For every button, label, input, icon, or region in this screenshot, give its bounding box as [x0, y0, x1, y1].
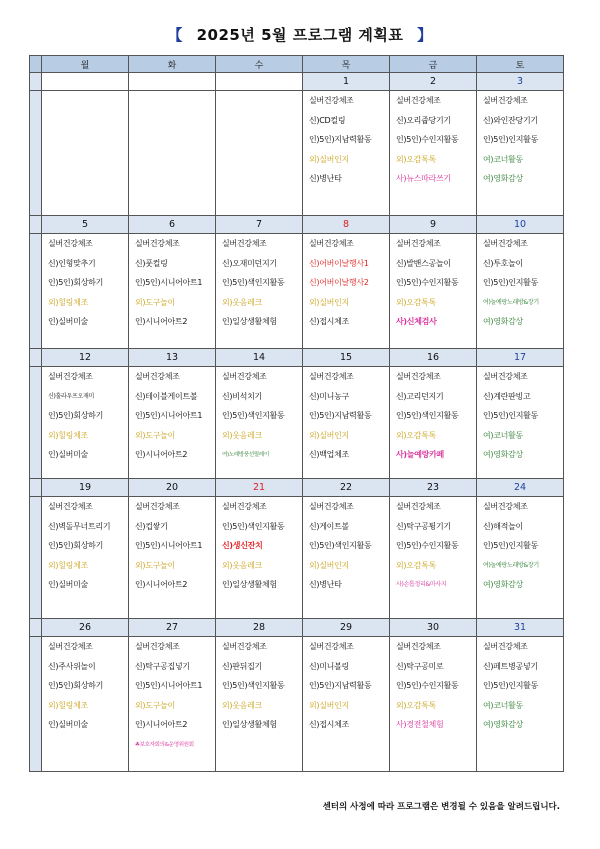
weekday-tue: 화	[129, 56, 216, 73]
program-item: 실버건강체조	[309, 642, 354, 651]
program-item: 신)발밴스공놀이	[396, 258, 451, 268]
program-item: 외)웃음레크	[222, 430, 262, 440]
program-item: 인)5인)회상하기	[48, 411, 103, 420]
day-program-list	[477, 637, 563, 730]
date-number: 14	[216, 349, 303, 367]
day-program-list	[42, 637, 128, 730]
day-program-list	[477, 91, 563, 184]
date-number: 17	[477, 349, 564, 367]
program-item: 신)오리줍당기기	[396, 115, 451, 125]
program-item: 인)5인)회상하기	[48, 278, 103, 287]
date-row-gutter	[30, 216, 42, 234]
program-item: 외)힐링체조	[48, 700, 88, 710]
date-number: 26	[42, 619, 129, 637]
program-item: 인)5인)지남력활동	[309, 681, 372, 690]
program-row	[30, 234, 564, 349]
day-program-list	[216, 637, 302, 730]
day-cell	[129, 637, 216, 772]
program-item: 신)와인잔당기기	[483, 115, 538, 125]
day-cell	[42, 637, 129, 772]
date-number: 29	[303, 619, 390, 637]
program-item: 실버건강체조	[135, 502, 180, 511]
program-item: 외)힐링체조	[48, 297, 88, 307]
footer-notice: 센터의 사정에 따라 프로그램은 변경될 수 있음을 알려드립니다.	[322, 802, 560, 812]
program-item: 신)판뒤집기	[222, 661, 262, 671]
day-cell	[42, 234, 129, 349]
page-title	[0, 24, 600, 45]
header-gutter	[30, 56, 42, 73]
program-item: 실버건강체조	[309, 239, 354, 248]
date-row	[30, 73, 564, 91]
weekday-fri: 금	[390, 56, 477, 73]
program-item: 인)일상생활체험	[222, 580, 277, 589]
program-item: 외)실버인지	[309, 560, 349, 570]
program-item: 인)5인)색인지활동	[222, 411, 285, 420]
day-cell	[477, 367, 564, 479]
day-program-list	[42, 367, 128, 460]
program-item: 신)투호놀이	[483, 258, 523, 268]
date-number: 2	[390, 73, 477, 91]
program-item: 사)뉴스따라쓰기	[396, 174, 451, 183]
program-item: 신)백업체조	[309, 450, 349, 459]
day-cell	[129, 367, 216, 479]
program-item: 신)풋컬링	[135, 258, 168, 268]
day-cell	[390, 637, 477, 772]
program-item: 실버건강체조	[48, 372, 93, 381]
program-item: 신)해적놀이	[483, 521, 523, 531]
program-item: 여)영화감상	[483, 720, 523, 729]
program-item: 신)탁구공튕기기	[396, 521, 451, 531]
program-item: 신)훌라우프오재미	[48, 392, 95, 400]
program-item: 인)실버미술	[48, 450, 88, 459]
program-item: 인)5인)인지활동	[483, 541, 538, 550]
weekday-wed: 수	[216, 56, 303, 73]
day-cell	[303, 637, 390, 772]
program-item: 신)테이블게이트볼	[135, 391, 198, 401]
day-cell	[216, 91, 303, 216]
program-item: 인)5인)시니어아트1	[135, 541, 203, 550]
title-open-bracket: 【	[167, 26, 183, 44]
program-item: 여)노래방풍선릴레이	[222, 452, 269, 458]
date-number: 22	[303, 479, 390, 497]
program-item: 사)신체검사	[396, 317, 437, 326]
program-item: 외)오감톡톡	[396, 560, 436, 570]
date-number: 7	[216, 216, 303, 234]
program-item: 인)5인)인지활동	[483, 135, 538, 144]
program-item: 사)늘예랑카페	[396, 450, 444, 459]
program-row-gutter	[30, 497, 42, 619]
date-number: 27	[129, 619, 216, 637]
program-item: 인)5인)색인지활동	[222, 521, 285, 531]
program-item: 신)오재미던지기	[222, 258, 277, 268]
program-row	[30, 367, 564, 479]
day-cell	[129, 91, 216, 216]
program-item: 신)벽돌무너트리기	[48, 521, 111, 531]
day-program-list	[390, 497, 476, 590]
day-cell	[390, 91, 477, 216]
program-item: 신)게이트볼	[309, 521, 349, 531]
program-item: 외)웃음레크	[222, 700, 262, 710]
date-number: 3	[477, 73, 564, 91]
program-item: 실버건강체조	[396, 502, 441, 511]
program-item: 신)CD컬링	[309, 115, 346, 125]
program-item: 외)웃음레크	[222, 297, 262, 307]
program-item: 인)5인)수인지활동	[396, 135, 459, 144]
date-row-gutter	[30, 73, 42, 91]
day-program-list	[129, 91, 215, 96]
program-row	[30, 497, 564, 619]
program-item: 외)도구놀이	[135, 700, 175, 710]
program-item: 실버건강체조	[396, 96, 441, 105]
date-row	[30, 619, 564, 637]
day-program-list	[390, 91, 476, 184]
program-item: 신)탁구공미로	[396, 661, 444, 671]
day-program-list	[216, 367, 302, 460]
day-program-list	[216, 91, 302, 96]
day-program-list	[216, 234, 302, 327]
day-cell	[303, 497, 390, 619]
day-cell	[129, 497, 216, 619]
program-row	[30, 91, 564, 216]
program-item: 인)5인)인지활동	[483, 278, 538, 287]
program-item: 여)놀예랑노래방&장기	[483, 561, 539, 569]
program-item: 인)5인)색인지활동	[309, 541, 372, 550]
date-number: 1	[303, 73, 390, 91]
program-item: 외)오감톡톡	[396, 430, 436, 440]
program-item: 인)실버미술	[48, 580, 88, 589]
day-program-list	[477, 497, 563, 590]
date-number: 9	[390, 216, 477, 234]
program-item: 실버건강체조	[135, 642, 180, 651]
program-item: 신)계란판빙고	[483, 391, 531, 401]
program-item: 인)일상생활체험	[222, 720, 277, 729]
program-item: 실버건강체조	[483, 642, 528, 651]
date-number: 10	[477, 216, 564, 234]
program-item: 인)일상생활체험	[222, 317, 277, 326]
program-item: 인)5인)시니어아트1	[135, 411, 203, 420]
program-item: 신)병난타	[309, 174, 342, 183]
program-item: 실버건강체조	[396, 372, 441, 381]
program-item: 인)5인)지남력활동	[309, 135, 372, 144]
program-item: 신)어버이날행사2	[309, 278, 369, 287]
date-row-gutter	[30, 479, 42, 497]
program-item: 인)시니어아트2	[135, 317, 188, 326]
program-row-gutter	[30, 234, 42, 349]
program-item: 실버건강체조	[48, 502, 93, 511]
day-cell	[390, 367, 477, 479]
program-item: 실버건강체조	[309, 502, 354, 511]
date-number	[216, 73, 303, 91]
program-item: 실버건강체조	[222, 239, 267, 248]
date-number: 19	[42, 479, 129, 497]
date-number: 5	[42, 216, 129, 234]
program-item: 신)고리던지기	[396, 391, 444, 401]
day-cell	[216, 367, 303, 479]
day-program-list	[303, 91, 389, 184]
program-item: 외)실버인지	[309, 700, 349, 710]
program-item: 여)영화감상	[483, 174, 523, 183]
weekday-sat: 토	[477, 56, 564, 73]
date-number: 30	[390, 619, 477, 637]
program-item: 실버건강체조	[483, 239, 528, 248]
program-row-gutter	[30, 91, 42, 216]
program-item: 인)시니어아트2	[135, 580, 188, 589]
program-item: 신)비석치기	[222, 391, 262, 401]
program-item: 실버건강체조	[135, 372, 180, 381]
program-item: 신)접시체조	[309, 317, 349, 326]
program-item: 실버건강체조	[396, 642, 441, 651]
program-item: 인)5인)색인지활동	[222, 681, 285, 690]
program-item: 인)5인)수인지활동	[396, 681, 459, 690]
program-item: 외)실버인지	[309, 297, 349, 307]
program-item: 실버건강체조	[309, 372, 354, 381]
date-number: 20	[129, 479, 216, 497]
program-item: 외)도구놀이	[135, 560, 175, 570]
day-program-list	[477, 367, 563, 460]
day-cell	[303, 91, 390, 216]
date-row-gutter	[30, 349, 42, 367]
program-item: 외)웃음레크	[222, 560, 262, 570]
program-item: 신)미니농구	[309, 391, 349, 401]
day-cell	[42, 91, 129, 216]
program-item: 실버건강체조	[222, 372, 267, 381]
program-item: 인)5인)시니어아트1	[135, 681, 203, 690]
program-item: 인)5인)지남력활동	[309, 411, 372, 420]
date-number	[129, 73, 216, 91]
program-item: 외)오감톡톡	[396, 154, 436, 164]
date-number: 24	[477, 479, 564, 497]
program-item: 신)병난타	[309, 580, 342, 589]
program-calendar	[29, 55, 564, 772]
program-item: 외)오감톡톡	[396, 297, 436, 307]
date-number: 28	[216, 619, 303, 637]
program-row-gutter	[30, 637, 42, 772]
program-item: 외)오감톡톡	[396, 700, 436, 710]
day-program-list	[303, 367, 389, 460]
date-number: 12	[42, 349, 129, 367]
date-number: 21	[216, 479, 303, 497]
program-item: 실버건강체조	[48, 642, 93, 651]
program-item: 인)시니어아트2	[135, 720, 188, 729]
program-item: 신)접시체조	[309, 720, 349, 729]
day-program-list	[477, 234, 563, 327]
day-program-list	[42, 234, 128, 327]
day-program-list	[390, 367, 476, 460]
date-number: 6	[129, 216, 216, 234]
program-item: 여)코너활동	[483, 700, 523, 710]
program-item: ☘보호자회의&운영위원회	[135, 741, 194, 748]
date-number: 16	[390, 349, 477, 367]
program-item: 여)영화감상	[483, 317, 523, 326]
day-cell	[390, 234, 477, 349]
program-item: 신)미니볼링	[309, 661, 349, 671]
day-program-list	[303, 497, 389, 590]
program-item: 인)5인)인지활동	[483, 411, 538, 420]
program-item: 실버건강체조	[135, 239, 180, 248]
date-number: 13	[129, 349, 216, 367]
weekday-mon: 월	[42, 56, 129, 73]
program-item: 인)5인)색인지활동	[396, 411, 459, 420]
day-cell	[216, 637, 303, 772]
date-row-gutter	[30, 619, 42, 637]
program-item: 인)5인)회상하기	[48, 681, 103, 690]
day-cell	[477, 234, 564, 349]
program-item: 신)페트병공넣기	[483, 661, 538, 671]
program-item: 사)손톱정리&마사지	[396, 581, 447, 588]
day-cell	[129, 234, 216, 349]
program-item: 외)실버인지	[309, 430, 349, 440]
day-cell	[216, 497, 303, 619]
program-item: 여)코너활동	[483, 430, 523, 440]
day-program-list	[129, 637, 215, 750]
day-cell	[42, 367, 129, 479]
day-program-list	[129, 234, 215, 327]
program-item: 신)탁구공집넣기	[135, 661, 190, 671]
program-item: 외)도구놀이	[135, 297, 175, 307]
program-item: 인)실버미술	[48, 317, 88, 326]
program-item: 인)시니어아트2	[135, 450, 188, 459]
date-number: 31	[477, 619, 564, 637]
day-cell	[42, 497, 129, 619]
day-program-list	[42, 91, 128, 96]
weekday-header-row	[30, 56, 564, 73]
day-cell	[390, 497, 477, 619]
program-row	[30, 637, 564, 772]
program-item: 인)5인)회상하기	[48, 541, 103, 550]
date-number: 8	[303, 216, 390, 234]
program-item: 신)주사위놀이	[48, 661, 96, 671]
date-number: 15	[303, 349, 390, 367]
weekday-thu: 목	[303, 56, 390, 73]
day-cell	[477, 91, 564, 216]
program-item: 여)영화감상	[483, 580, 523, 589]
date-number	[42, 73, 129, 91]
program-item: 실버건강체조	[483, 96, 528, 105]
title-text: 2025년 5월 프로그램 계획표	[196, 26, 404, 44]
program-item: 여)놀예랑노래방&장기	[483, 298, 539, 306]
program-item: 신)컵쌓기	[135, 521, 168, 531]
program-item: 외)도구놀이	[135, 430, 175, 440]
day-cell	[216, 234, 303, 349]
title-close-bracket: 】	[417, 26, 433, 44]
program-item: 여)영화감상	[483, 450, 523, 459]
day-cell	[303, 234, 390, 349]
program-item: 인)5인)인지활동	[483, 681, 538, 690]
day-program-list	[129, 367, 215, 460]
program-item: 신)생신잔치	[222, 541, 263, 550]
date-number: 23	[390, 479, 477, 497]
program-row-gutter	[30, 367, 42, 479]
day-program-list	[390, 234, 476, 327]
program-item: 실버건강체조	[222, 502, 267, 511]
program-item: 실버건강체조	[48, 239, 93, 248]
program-item: 실버건강체조	[222, 642, 267, 651]
program-item: 실버건강체조	[483, 502, 528, 511]
date-row	[30, 349, 564, 367]
day-program-list	[42, 497, 128, 590]
program-item: 사)경전철체험	[396, 720, 444, 729]
date-row	[30, 216, 564, 234]
day-program-list	[303, 234, 389, 327]
day-program-list	[390, 637, 476, 730]
program-item: 인)5인)수인지활동	[396, 278, 459, 287]
program-item: 인)5인)색인지활동	[222, 278, 285, 287]
program-item: 외)힐링체조	[48, 430, 88, 440]
program-item: 외)실버인지	[309, 154, 349, 164]
program-item: 신)인형맞추기	[48, 258, 96, 268]
program-item: 여)코너활동	[483, 154, 523, 164]
program-item: 실버건강체조	[309, 96, 354, 105]
program-item: 인)실버미술	[48, 720, 88, 729]
program-item: 외)힐링체조	[48, 560, 88, 570]
day-program-list	[216, 497, 302, 590]
day-program-list	[129, 497, 215, 590]
program-item: 실버건강체조	[396, 239, 441, 248]
day-cell	[303, 367, 390, 479]
program-item: 신)어버이날행사1	[309, 258, 369, 268]
date-row	[30, 479, 564, 497]
program-item: 실버건강체조	[483, 372, 528, 381]
day-cell	[477, 637, 564, 772]
program-item: 인)5인)시니어아트1	[135, 278, 203, 287]
day-program-list	[303, 637, 389, 730]
program-item: 인)5인)수인지활동	[396, 541, 459, 550]
day-cell	[477, 497, 564, 619]
